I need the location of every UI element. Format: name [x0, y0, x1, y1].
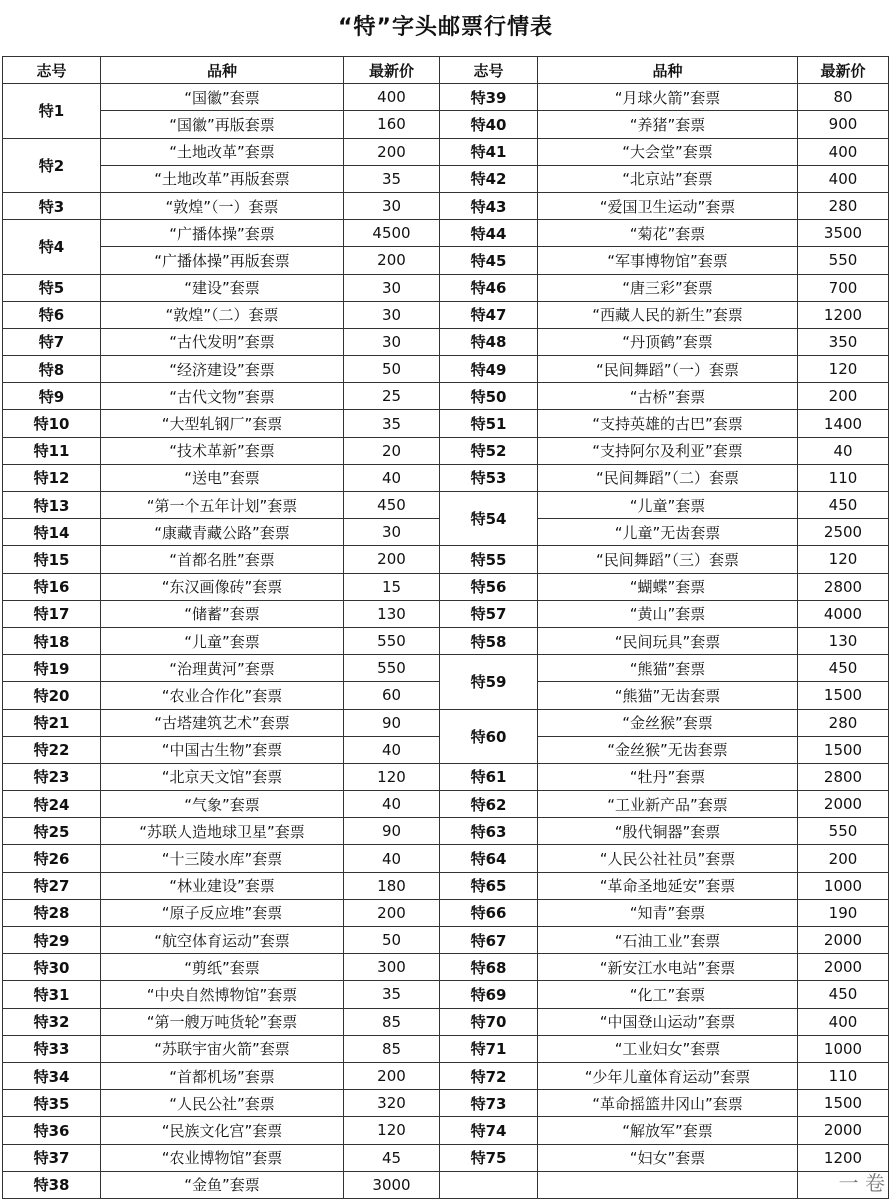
stamp-price: 900	[798, 111, 889, 138]
stamp-price: 30	[344, 328, 440, 355]
stamp-variety: “敦煌”（二）套票	[101, 301, 344, 328]
stamp-variety: “首都名胜”套票	[101, 546, 344, 573]
stamp-variety: “人民公社社员”套票	[538, 845, 798, 872]
stamp-code: 特12	[3, 464, 101, 491]
table-row	[3, 1008, 889, 1035]
stamp-code: 特42	[440, 165, 538, 192]
stamp-variety: “金丝猴”套票	[538, 709, 798, 736]
stamp-code: 特41	[440, 138, 538, 165]
stamp-variety: “人民公社”套票	[101, 1090, 344, 1117]
stamp-code: 特57	[440, 600, 538, 627]
stamp-code: 特17	[3, 600, 101, 627]
stamp-variety: “民间舞蹈”（三）套票	[538, 546, 798, 573]
stamp-price: 30	[344, 192, 440, 219]
stamp-price: 700	[798, 274, 889, 301]
stamp-price: 45	[344, 1144, 440, 1171]
stamp-price: 550	[798, 818, 889, 845]
stamp-price: 1000	[798, 1035, 889, 1062]
stamp-variety: “航空体育运动”套票	[101, 927, 344, 954]
stamp-code: 特34	[3, 1062, 101, 1089]
table-row	[3, 301, 889, 328]
table-row	[3, 492, 889, 519]
stamp-code: 特38	[3, 1171, 101, 1198]
stamp-variety: “月球火箭”套票	[538, 84, 798, 111]
stamp-price: 50	[344, 927, 440, 954]
stamp-code: 特4	[3, 220, 101, 274]
stamp-code: 特35	[3, 1090, 101, 1117]
stamp-price: 30	[344, 274, 440, 301]
stamp-price: 2000	[798, 927, 889, 954]
stamp-code: 特10	[3, 410, 101, 437]
stamp-variety: “菊花”套票	[538, 220, 798, 247]
stamp-price: 1400	[798, 410, 889, 437]
header-variety: 品种	[101, 57, 344, 84]
header-variety: 品种	[538, 57, 798, 84]
stamp-code: 特22	[3, 736, 101, 763]
stamp-variety: “北京天文馆”套票	[101, 763, 344, 790]
stamp-variety: “儿童”套票	[101, 627, 344, 654]
table-row	[3, 274, 889, 301]
stamp-code: 特68	[440, 954, 538, 981]
stamp-variety: “原子反应堆”套票	[101, 899, 344, 926]
stamp-price: 2000	[798, 954, 889, 981]
stamp-price: 2000	[798, 791, 889, 818]
stamp-variety: “储蓄”套票	[101, 600, 344, 627]
stamp-variety: “革命摇篮井冈山”套票	[538, 1090, 798, 1117]
table-row	[3, 709, 889, 736]
stamp-price: 90	[344, 709, 440, 736]
stamp-code: 特13	[3, 492, 101, 519]
stamp-variety: “广播体操”套票	[101, 220, 344, 247]
stamp-price: 2000	[798, 1117, 889, 1144]
stamp-code: 特51	[440, 410, 538, 437]
stamp-price: 320	[344, 1090, 440, 1117]
stamp-variety: “古代文物”套票	[101, 383, 344, 410]
stamp-code: 特3	[3, 192, 101, 219]
header-code: 志号	[440, 57, 538, 84]
table-row	[3, 627, 889, 654]
stamp-variety: “十三陵水库”套票	[101, 845, 344, 872]
stamp-variety: “熊猫”无齿套票	[538, 682, 798, 709]
stamp-price: 280	[798, 192, 889, 219]
stamp-variety: “经济建设”套票	[101, 356, 344, 383]
stamp-variety: “民间舞蹈”（一）套票	[538, 356, 798, 383]
table-row	[3, 791, 889, 818]
stamp-price: 4500	[344, 220, 440, 247]
stamp-code: 特43	[440, 192, 538, 219]
stamp-price: 80	[798, 84, 889, 111]
stamp-price: 400	[798, 165, 889, 192]
stamp-price: 450	[798, 981, 889, 1008]
stamp-price: 3500	[798, 220, 889, 247]
table-row	[3, 655, 889, 682]
stamp-code: 特15	[3, 546, 101, 573]
stamp-code: 特50	[440, 383, 538, 410]
stamp-variety: “工业新产品”套票	[538, 791, 798, 818]
table-row	[3, 410, 889, 437]
stamp-code: 特59	[440, 655, 538, 709]
stamp-variety: “送电”套票	[101, 464, 344, 491]
stamp-variety: “丹顶鹤”套票	[538, 328, 798, 355]
stamp-variety: “古塔建筑艺术”套票	[101, 709, 344, 736]
table-row	[3, 818, 889, 845]
stamp-price: 200	[344, 247, 440, 274]
table-row	[3, 1062, 889, 1089]
table-row	[3, 1117, 889, 1144]
stamp-price: 200	[344, 138, 440, 165]
stamp-price: 2500	[798, 519, 889, 546]
table-row	[3, 356, 889, 383]
stamp-variety: “养猪”套票	[538, 111, 798, 138]
stamp-code: 特16	[3, 573, 101, 600]
stamp-price: 400	[798, 1008, 889, 1035]
stamp-price-table	[2, 56, 889, 1199]
stamp-variety: “儿童”套票	[538, 492, 798, 519]
stamp-variety: “康藏青藏公路”套票	[101, 519, 344, 546]
stamp-variety: “剪纸”套票	[101, 954, 344, 981]
stamp-price: 200	[798, 845, 889, 872]
stamp-variety: “黄山”套票	[538, 600, 798, 627]
stamp-price: 60	[344, 682, 440, 709]
stamp-price: 130	[798, 627, 889, 654]
stamp-price: 40	[344, 791, 440, 818]
stamp-code: 特69	[440, 981, 538, 1008]
stamp-price: 1000	[798, 872, 889, 899]
stamp-code: 特63	[440, 818, 538, 845]
stamp-price: 1500	[798, 1090, 889, 1117]
stamp-price: 160	[344, 111, 440, 138]
stamp-code: 特56	[440, 573, 538, 600]
stamp-variety: “新安江水电站”套票	[538, 954, 798, 981]
stamp-code: 特9	[3, 383, 101, 410]
table-row	[3, 1144, 889, 1171]
stamp-code: 特73	[440, 1090, 538, 1117]
stamp-price: 40	[344, 736, 440, 763]
stamp-variety: “中国登山运动”套票	[538, 1008, 798, 1035]
table-row	[3, 1090, 889, 1117]
stamp-price: 450	[798, 492, 889, 519]
stamp-code: 特66	[440, 899, 538, 926]
stamp-code: 特18	[3, 627, 101, 654]
table-body	[3, 84, 889, 1199]
stamp-variety: “牡丹”套票	[538, 763, 798, 790]
stamp-code: 特55	[440, 546, 538, 573]
stamp-price: 50	[344, 356, 440, 383]
stamp-code: 特19	[3, 655, 101, 682]
watermark-logo: 一 卷	[838, 1171, 885, 1195]
stamp-code: 特72	[440, 1062, 538, 1089]
stamp-price: 550	[344, 627, 440, 654]
stamp-code: 特37	[3, 1144, 101, 1171]
stamp-variety: “蝴蝶”套票	[538, 573, 798, 600]
table-row	[3, 1035, 889, 1062]
stamp-variety: “革命圣地延安”套票	[538, 872, 798, 899]
table-row	[3, 899, 889, 926]
stamp-variety: “民间舞蹈”（二）套票	[538, 464, 798, 491]
stamp-price: 450	[344, 492, 440, 519]
stamp-price: 40	[344, 464, 440, 491]
stamp-code: 特1	[3, 84, 101, 138]
stamp-variety: “中国古生物”套票	[101, 736, 344, 763]
stamp-code: 特75	[440, 1144, 538, 1171]
stamp-price: 1500	[798, 682, 889, 709]
stamp-variety: “第一个五年计划”套票	[101, 492, 344, 519]
stamp-price: 200	[344, 899, 440, 926]
stamp-variety: “妇女”套票	[538, 1144, 798, 1171]
table-row	[3, 872, 889, 899]
stamp-code: 特24	[3, 791, 101, 818]
stamp-price: 120	[344, 763, 440, 790]
stamp-code: 特8	[3, 356, 101, 383]
stamp-variety: “大型轧钢厂”套票	[101, 410, 344, 437]
stamp-variety: “解放军”套票	[538, 1117, 798, 1144]
stamp-price: 35	[344, 981, 440, 1008]
stamp-price: 200	[798, 383, 889, 410]
stamp-price: 110	[798, 1062, 889, 1089]
stamp-variety: “唐三彩”套票	[538, 274, 798, 301]
stamp-code: 特62	[440, 791, 538, 818]
stamp-variety: “国徽”再版套票	[101, 111, 344, 138]
stamp-variety: “支持英雄的古巴”套票	[538, 410, 798, 437]
stamp-variety: “民间玩具”套票	[538, 627, 798, 654]
table-row	[3, 981, 889, 1008]
stamp-price: 280	[798, 709, 889, 736]
stamp-variety: “苏联宇宙火箭”套票	[101, 1035, 344, 1062]
stamp-code: 特21	[3, 709, 101, 736]
table-row	[3, 220, 889, 247]
stamp-code: 特61	[440, 763, 538, 790]
stamp-code: 特46	[440, 274, 538, 301]
stamp-code: 特29	[3, 927, 101, 954]
table-row	[3, 192, 889, 219]
header-latest-price: 最新价	[798, 57, 889, 84]
header-code: 志号	[3, 57, 101, 84]
stamp-price: 90	[344, 818, 440, 845]
table-row	[3, 1171, 889, 1198]
stamp-price: 550	[798, 247, 889, 274]
stamp-variety: “治理黄河”套票	[101, 655, 344, 682]
stamp-code: 特14	[3, 519, 101, 546]
stamp-price: 25	[344, 383, 440, 410]
stamp-code: 特31	[3, 981, 101, 1008]
stamp-code: 特11	[3, 437, 101, 464]
table-row	[3, 845, 889, 872]
stamp-code: 特20	[3, 682, 101, 709]
stamp-code: 特39	[440, 84, 538, 111]
stamp-variety: “土地改革”套票	[101, 138, 344, 165]
stamp-code: 特5	[3, 274, 101, 301]
stamp-variety: “建设”套票	[101, 274, 344, 301]
stamp-code: 特67	[440, 927, 538, 954]
table-row	[3, 437, 889, 464]
stamp-variety: “第一艘万吨货轮”套票	[101, 1008, 344, 1035]
table-row	[3, 600, 889, 627]
stamp-code: 特30	[3, 954, 101, 981]
stamp-price: 85	[344, 1008, 440, 1035]
stamp-variety: “工业妇女”套票	[538, 1035, 798, 1062]
stamp-code: 特49	[440, 356, 538, 383]
stamp-code: 特48	[440, 328, 538, 355]
stamp-price: 120	[798, 546, 889, 573]
stamp-price: 110	[798, 464, 889, 491]
stamp-variety: “中央自然博物馆”套票	[101, 981, 344, 1008]
stamp-code: 特26	[3, 845, 101, 872]
stamp-code: 特27	[3, 872, 101, 899]
table-row	[3, 546, 889, 573]
stamp-price: 130	[344, 600, 440, 627]
stamp-price: 30	[344, 519, 440, 546]
stamp-code: 特70	[440, 1008, 538, 1035]
stamp-variety: “国徽”套票	[101, 84, 344, 111]
stamp-price: 550	[344, 655, 440, 682]
stamp-variety: “苏联人造地球卫星”套票	[101, 818, 344, 845]
stamp-price: 40	[798, 437, 889, 464]
stamp-code: 特36	[3, 1117, 101, 1144]
stamp-variety: “敦煌”（一）套票	[101, 192, 344, 219]
stamp-variety: “少年儿童体育运动”套票	[538, 1062, 798, 1089]
stamp-price: 400	[344, 84, 440, 111]
table-row	[3, 111, 889, 138]
table-row	[3, 763, 889, 790]
stamp-code: 特65	[440, 872, 538, 899]
stamp-price: 2800	[798, 763, 889, 790]
table-row	[3, 328, 889, 355]
stamp-variety: “土地改革”再版套票	[101, 165, 344, 192]
stamp-price: 35	[344, 165, 440, 192]
table-row	[3, 165, 889, 192]
stamp-price: 85	[344, 1035, 440, 1062]
stamp-code: 特71	[440, 1035, 538, 1062]
stamp-code: 特74	[440, 1117, 538, 1144]
empty-cell	[538, 1171, 798, 1198]
stamp-code: 特54	[440, 492, 538, 546]
stamp-price: 20	[344, 437, 440, 464]
page-title: “特”字头邮票行情表	[338, 15, 553, 40]
table-row	[3, 383, 889, 410]
stamp-code: 特2	[3, 138, 101, 192]
stamp-price: 120	[798, 356, 889, 383]
stamp-price: 2800	[798, 573, 889, 600]
header-latest-price: 最新价	[344, 57, 440, 84]
stamp-price: 4000	[798, 600, 889, 627]
stamp-price: 190	[798, 899, 889, 926]
table-row	[3, 573, 889, 600]
stamp-variety: “化工”套票	[538, 981, 798, 1008]
table-row	[3, 138, 889, 165]
stamp-variety: “爱国卫生运动”套票	[538, 192, 798, 219]
stamp-price: 15	[344, 573, 440, 600]
stamp-variety: “熊猫”套票	[538, 655, 798, 682]
stamp-variety: “儿童”无齿套票	[538, 519, 798, 546]
stamp-variety: “古代发明”套票	[101, 328, 344, 355]
stamp-price: 1200	[798, 1144, 889, 1171]
stamp-variety: “广播体操”再版套票	[101, 247, 344, 274]
stamp-code: 特60	[440, 709, 538, 763]
stamp-code: 特53	[440, 464, 538, 491]
stamp-code: 特32	[3, 1008, 101, 1035]
stamp-code: 特23	[3, 763, 101, 790]
stamp-variety: “林业建设”套票	[101, 872, 344, 899]
stamp-code: 特6	[3, 301, 101, 328]
stamp-variety: “支持阿尔及利亚”套票	[538, 437, 798, 464]
stamp-price: 300	[344, 954, 440, 981]
stamp-variety: “殷代铜器”套票	[538, 818, 798, 845]
stamp-variety: “西藏人民的新生”套票	[538, 301, 798, 328]
stamp-variety: “气象”套票	[101, 791, 344, 818]
stamp-variety: “北京站”套票	[538, 165, 798, 192]
stamp-price: 120	[344, 1117, 440, 1144]
stamp-variety: “知青”套票	[538, 899, 798, 926]
stamp-price: 450	[798, 655, 889, 682]
stamp-variety: “首都机场”套票	[101, 1062, 344, 1089]
stamp-price: 3000	[344, 1171, 440, 1198]
stamp-code: 特47	[440, 301, 538, 328]
stamp-variety: “军事博物馆”套票	[538, 247, 798, 274]
empty-cell	[440, 1171, 538, 1198]
stamp-price: 30	[344, 301, 440, 328]
stamp-price: 180	[344, 872, 440, 899]
stamp-code: 特7	[3, 328, 101, 355]
stamp-price: 1500	[798, 736, 889, 763]
stamp-code: 特28	[3, 899, 101, 926]
stamp-code: 特33	[3, 1035, 101, 1062]
stamp-variety: “石油工业”套票	[538, 927, 798, 954]
stamp-variety: “大会堂”套票	[538, 138, 798, 165]
stamp-price: 400	[798, 138, 889, 165]
stamp-code: 特44	[440, 220, 538, 247]
stamp-code: 特64	[440, 845, 538, 872]
stamp-variety: “农业合作化”套票	[101, 682, 344, 709]
stamp-code: 特52	[440, 437, 538, 464]
table-row	[3, 927, 889, 954]
stamp-variety: “古桥”套票	[538, 383, 798, 410]
stamp-price: 350	[798, 328, 889, 355]
stamp-price: 200	[344, 546, 440, 573]
stamp-price: 1200	[798, 301, 889, 328]
stamp-code: 特25	[3, 818, 101, 845]
table-row	[3, 464, 889, 491]
table-header-row	[3, 57, 889, 84]
stamp-variety: “东汉画像砖”套票	[101, 573, 344, 600]
table-row	[3, 247, 889, 274]
stamp-code: 特58	[440, 627, 538, 654]
stamp-price: 40	[344, 845, 440, 872]
stamp-price: 35	[344, 410, 440, 437]
stamp-variety: “技术革新”套票	[101, 437, 344, 464]
table-row	[3, 954, 889, 981]
table-row	[3, 84, 889, 111]
stamp-variety: “金丝猴”无齿套票	[538, 736, 798, 763]
stamp-price: 200	[344, 1062, 440, 1089]
stamp-variety: “金鱼”套票	[101, 1171, 344, 1198]
stamp-code: 特40	[440, 111, 538, 138]
stamp-variety: “民族文化宫”套票	[101, 1117, 344, 1144]
stamp-code: 特45	[440, 247, 538, 274]
stamp-variety: “农业博物馆”套票	[101, 1144, 344, 1171]
